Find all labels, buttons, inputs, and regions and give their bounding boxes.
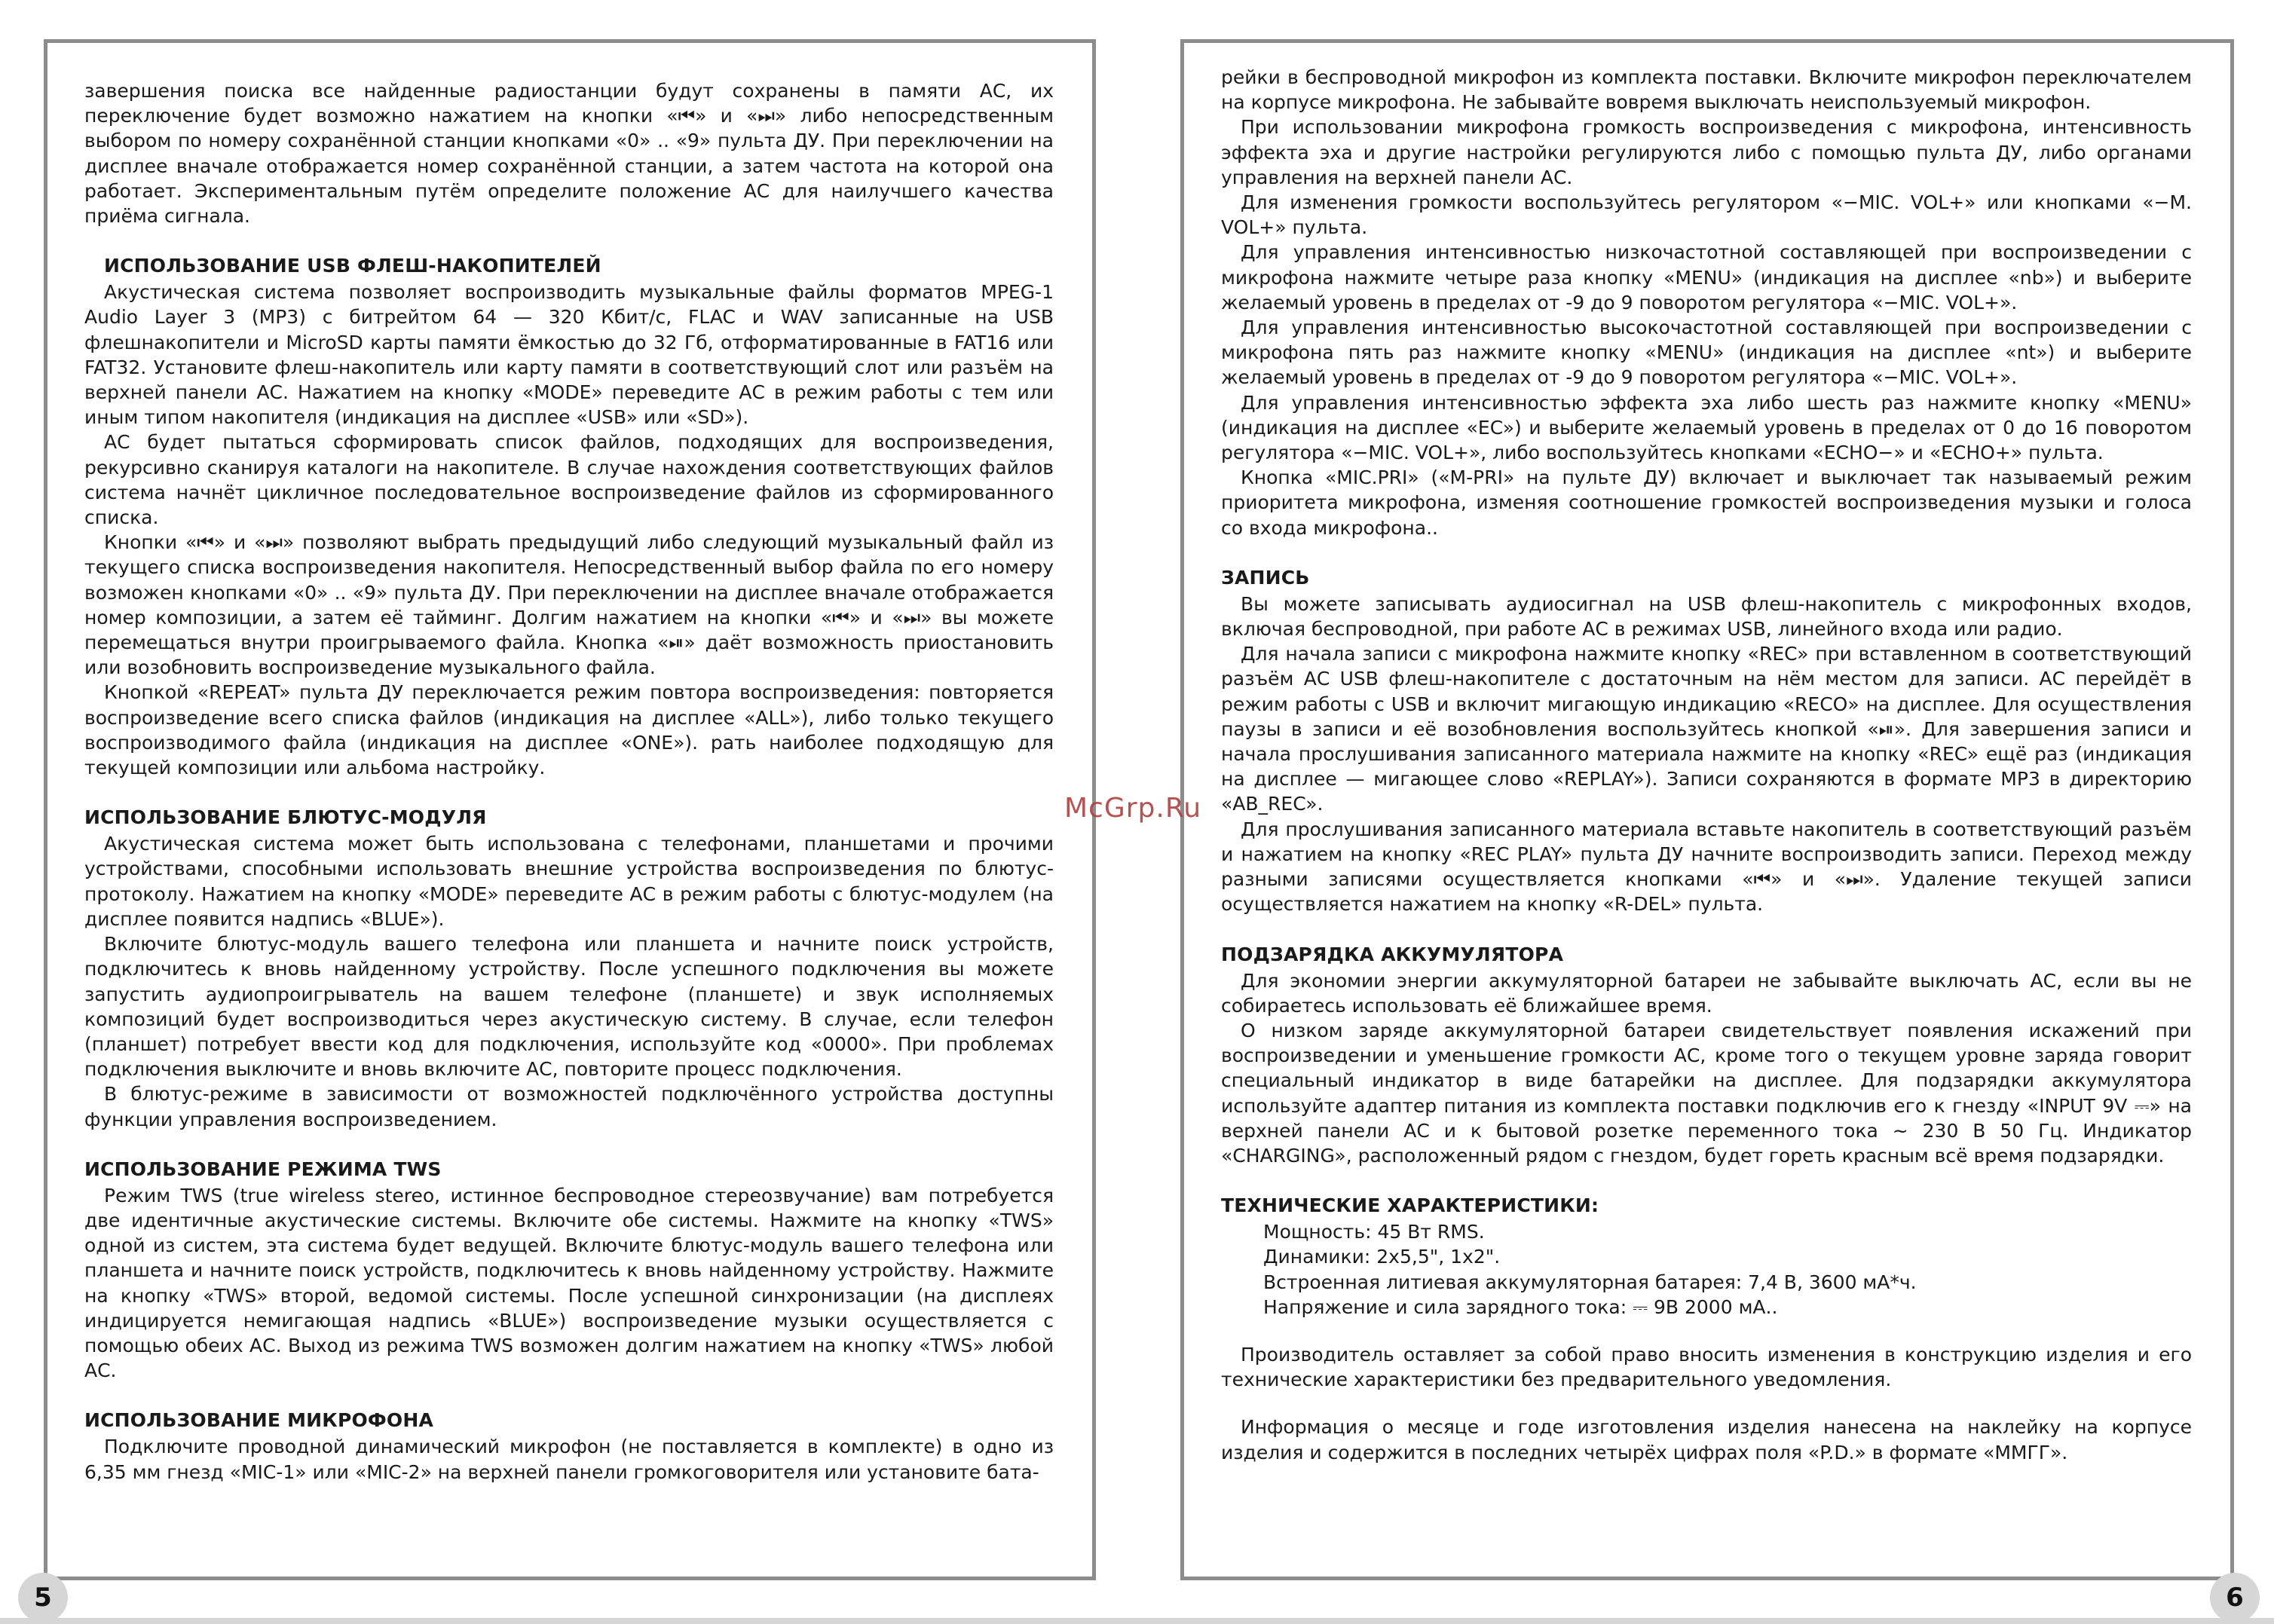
paragraph: Для прослушивания записанного материала вставьте накопитель в соответствующий разъём и нажатием на кнопку «REC PLAY» пульта ДУ начните воспроизводить записи. Переход между разными записями осуществляется кнопками «⏮» и «⏭». Удаление текущей записи осуществляется нажатием на кнопку «R-DEL» пульта.: [1221, 818, 2192, 916]
paragraph: Для управления интенсивностью высокочастотной составляющей при воспроизведении с микрофона пять раз нажмите кнопку «MENU» (индикация на дисплее «nt») и выберите желаемый уровень в пределах от -9 до 9 поворотом регулятора «−MIC. VOL+».: [1221, 317, 2192, 389]
paragraph: Кнопки «⏮» и «⏭» позволяют выбрать предыдущий либо следующий музыкальный файл из текущего списка воспроизведения накопителя. Непосредственный выбор файла по его номеру возможен кнопками «0» .. «9» пульта ДУ. При переключении на дисплее вначале отображается номер композиции, а затем её тайминг. Долгим нажатием на кнопки «⏮» и «⏭» вы можете перемещаться внутри проигрываемого файла. Кнопка «⏯» даёт возможность приостановить или возобновить воспроизведение музыкального файла.: [84, 531, 1054, 679]
page-number-right: 6: [2210, 1573, 2260, 1622]
paragraph: В блютус-режиме в зависимости от возможностей подключённого устройства доступны функции управления воспроизведением.: [84, 1083, 1054, 1130]
footer-note: Информация о месяце и годе изготовления изделия нанесена на наклейку на корпусе изделия и содержится в последних четырёх цифрах поля «P.D.» в формате «ММГГ».: [1221, 1416, 2192, 1463]
spec-item: Динамики: 2х5,5", 1х2".: [1263, 1246, 1501, 1268]
spec-item: Мощность: 45 Вт RMS.: [1263, 1221, 1485, 1243]
paragraph: Кнопка «MIC.PRI» («M-PRI» на пульте ДУ) включает и выключает так называемый режим приоритета микрофона, изменяя соотношение громкостей воспроизведения музыки и голоса со входа микрофона..: [1221, 466, 2192, 539]
section-heading-microphone: ИСПОЛЬЗОВАНИЕ МИКРОФОНА: [84, 1409, 434, 1432]
section-heading-recording: ЗАПИСЬ: [1221, 566, 1310, 589]
bottom-bar: [0, 1618, 2274, 1624]
spec-item: Напряжение и сила зарядного тока: ⎓ 9В 2000 мА..: [1263, 1295, 1778, 1318]
paragraph: При использовании микрофона громкость воспроизведения с микрофона, интенсивность эффекта эха и другие настройки регулируются либо с помощью пульта ДУ, либо органами управления на верхней панели АС.: [1221, 116, 2192, 188]
page-number-left: 5: [18, 1573, 68, 1622]
paragraph: Подключите проводной динамический микрофон (не поставляется в комплекте) в одно из 6,35 мм гнезд «MIC-1» или «MIC-2» на верхней панели громкоговорителя или установите бата-: [84, 1436, 1054, 1483]
right-intro: рейки в беспроводной микрофон из комплекта поставки. Включите микрофон переключателем на корпусе микрофона. Не забывайте вовремя выключать неиспользуемый микрофон.: [1221, 66, 2192, 114]
paragraph: Для экономии энергии аккумуляторной батареи не забывайте выключать АС, если вы не собираетесь использовать её ближайшее время.: [1221, 969, 2192, 1017]
paragraph: Для управления интенсивностью эффекта эха либо шесть раз нажмите кнопку «MENU» (индикация на дисплее «EC») и выберите желаемый уровень в пределах от 0 до 16 поворотом регулятора «−MIC. VOL+», либо воспользуйтесь кнопками «ECHO−» и «ECHO+» пульта.: [1221, 391, 2192, 464]
left-page-content: [84, 78, 1054, 1485]
paragraph: Для управления интенсивностью низкочастотной составляющей при воспроизведении с микрофона нажмите четыре раза кнопку «MENU» (индикация на дисплее «nb») и выберите желаемый уровень в пределах от -9 до 9 поворотом регулятора «−MIC. VOL+».: [1221, 241, 2192, 313]
right-page-content: [1221, 65, 2192, 1465]
paragraph: Режим TWS (true wireless stereo, истинное беспроводное стереозвучание) вам потребуется две идентичные акустические системы. Включите обе системы. Нажмите на кнопку «TWS» одной из систем, эта система будет ведущей. Включите блютус-модуль вашего телефона или планшета и начните поиск устройств, подключитесь к вновь найденному устройству. Нажмите на кнопку «TWS» второй, ведомой системы. После успешной синхронизации (на дисплеях индицируется немигающая надпись «BLUE») воспроизведение музыки осуществляется с помощью обеих АС. Выход из режима TWS возможен долгим нажатием на кнопку «TWS» любой АС.: [84, 1184, 1054, 1382]
section-heading-tws: ИСПОЛЬЗОВАНИЕ РЕЖИМА TWS: [84, 1158, 442, 1180]
paragraph: О низком заряде аккумуляторной батареи свидетельствует появления искажений при воспроизведении и уменьшение громкости АС, кроме того о текущем уровне заряда говорит специальный индикатор в виде батарейки на дисплее. Для подзарядки аккумулятора используйте адаптер питания из комплекта поставки подключив его к гнезду «INPUT 9V ⎓» на верхней панели АС и к бытовой розетке переменного тока ~ 230 В 50 Гц. Индикатор «CHARGING», расположенный рядом с гнездом, будет гореть красным всё время подзарядки.: [1221, 1019, 2192, 1167]
watermark: McGrp.Ru: [1064, 793, 1202, 824]
paragraph: Акустическая система может быть использована с телефонами, планшетами и прочими устройствами, способными использовать внешние устройства воспроизведения по блютус-протоколу. Нажатием на кнопку «MODE» переведите АС в режим работы с блютус-модулем (на дисплее появится надпись «BLUE»).: [84, 833, 1054, 930]
paragraph: Для изменения громкости воспользуйтесь регулятором «−MIC. VOL+» или кнопками «−M. VOL+» пульта.: [1221, 191, 2192, 239]
paragraph: Кнопкой «REPEAT» пульта ДУ переключается режим повтора воспроизведения: повторяется воспроизведение всего списка файлов (индикация на дисплее «ALL»), либо только текущего воспроизводимого файла (индикация на дисплее «ONE»). рать наиболее подходящую для текущей композиции или альбома настройку.: [84, 681, 1054, 779]
paragraph: Вы можете записывать аудиосигнал на USB флеш-накопитель с микрофонных входов, включая беспроводной, при работе АС в режимах USB, линейного входа или радио.: [1221, 592, 2192, 641]
left-intro: завершения поиска все найденные радиостанции будут сохранены в памяти АС, их переключение будет возможно нажатием на кнопки «⏮» и «⏭» либо непосредственным выбором по номеру сохранённой станции кнопками «0» .. «9» пульта ДУ. При переключении на дисплее вначале отображается номер сохранённой станции, а затем частота на которой она работает. Экспериментальным путём определите положение АС для наилучшего качества приёма сигнала.: [84, 80, 1054, 228]
section-heading-specs: ТЕХНИЧЕСКИЕ ХАРАКТЕРИСТИКИ:: [1221, 1194, 1599, 1217]
section-heading-usb: ИСПОЛЬЗОВАНИЕ USB ФЛЕШ-НАКОПИТЕЛЕЙ: [104, 255, 601, 277]
paragraph: АС будет пытаться сформировать список файлов, подходящих для воспроизведения, рекурсивно сканируя каталоги на накопителе. В случае нахождения соответствующих файлов система начнёт цикличное последовательное воспроизведение файлов из сформированного списка.: [84, 431, 1054, 529]
section-heading-charging: ПОДЗАРЯДКА АККУМУЛЯТОРА: [1221, 943, 1564, 965]
footer-note: Производитель оставляет за собой право вносить изменения в конструкцию изделия и его технические характеристики без предварительного уведомления.: [1221, 1343, 2192, 1391]
paragraph: Акустическая система позволяет воспроизводить музыкальные файлы форматов MPEG-1 Audio Layer 3 (MP3) с битрейтом 64 — 320 Кбит/с, FLAC и WAV записанные на USB флешнакопители и MicroSD карты памяти ёмкостью до 32 Гб, отформатированные в FAT16 или FAT32. Установите флеш-накопитель или карту памяти в соответствующий слот или разъём на верхней панели АС. Нажатием на кнопку «MODE» переведите АС в режим работы с тем или иным типом накопителя (индикация на дисплее «USB» или «SD»).: [84, 281, 1054, 429]
spec-item: Встроенная литиевая аккумуляторная батарея: 7,4 В, 3600 мА*ч.: [1263, 1271, 1917, 1293]
section-heading-bluetooth: ИСПОЛЬЗОВАНИЕ БЛЮТУС-МОДУЛЯ: [84, 806, 487, 829]
paragraph: Включите блютус-модуль вашего телефона или планшета и начните поиск устройств, подключитесь к вновь найденному устройству. После успешного подключения вы можете запустить аудиопроигрыватель на вашем телефоне (планшете) и звук исполняемых композиций будет воспроизводиться через акустическую систему. В случае, если телефон (планшет) потребует ввести код для подключения, используйте код «0000». При проблемах подключения выключите и вновь включите АС, повторите процесс подключения.: [84, 933, 1054, 1081]
paragraph: Для начала записи с микрофона нажмите кнопку «REC» при вставленном в соответствующий разъём АС USB флеш-накопителе с достаточным на нём местом для записи. АС перейдёт в режим работы с USB и включит мигающую индикацию «RECO» на дисплее. Для осуществления паузы в записи и её возобновления воспользуйтесь кнопкой «⏯». Для завершения записи и начала прослушивания записанного материала нажмите на кнопку «REC» ещё раз (индикация на дисплее — мигающее слово «REPLAY»). Записи сохраняются в формате MP3 в директорию «AB_REC».: [1221, 643, 2192, 815]
